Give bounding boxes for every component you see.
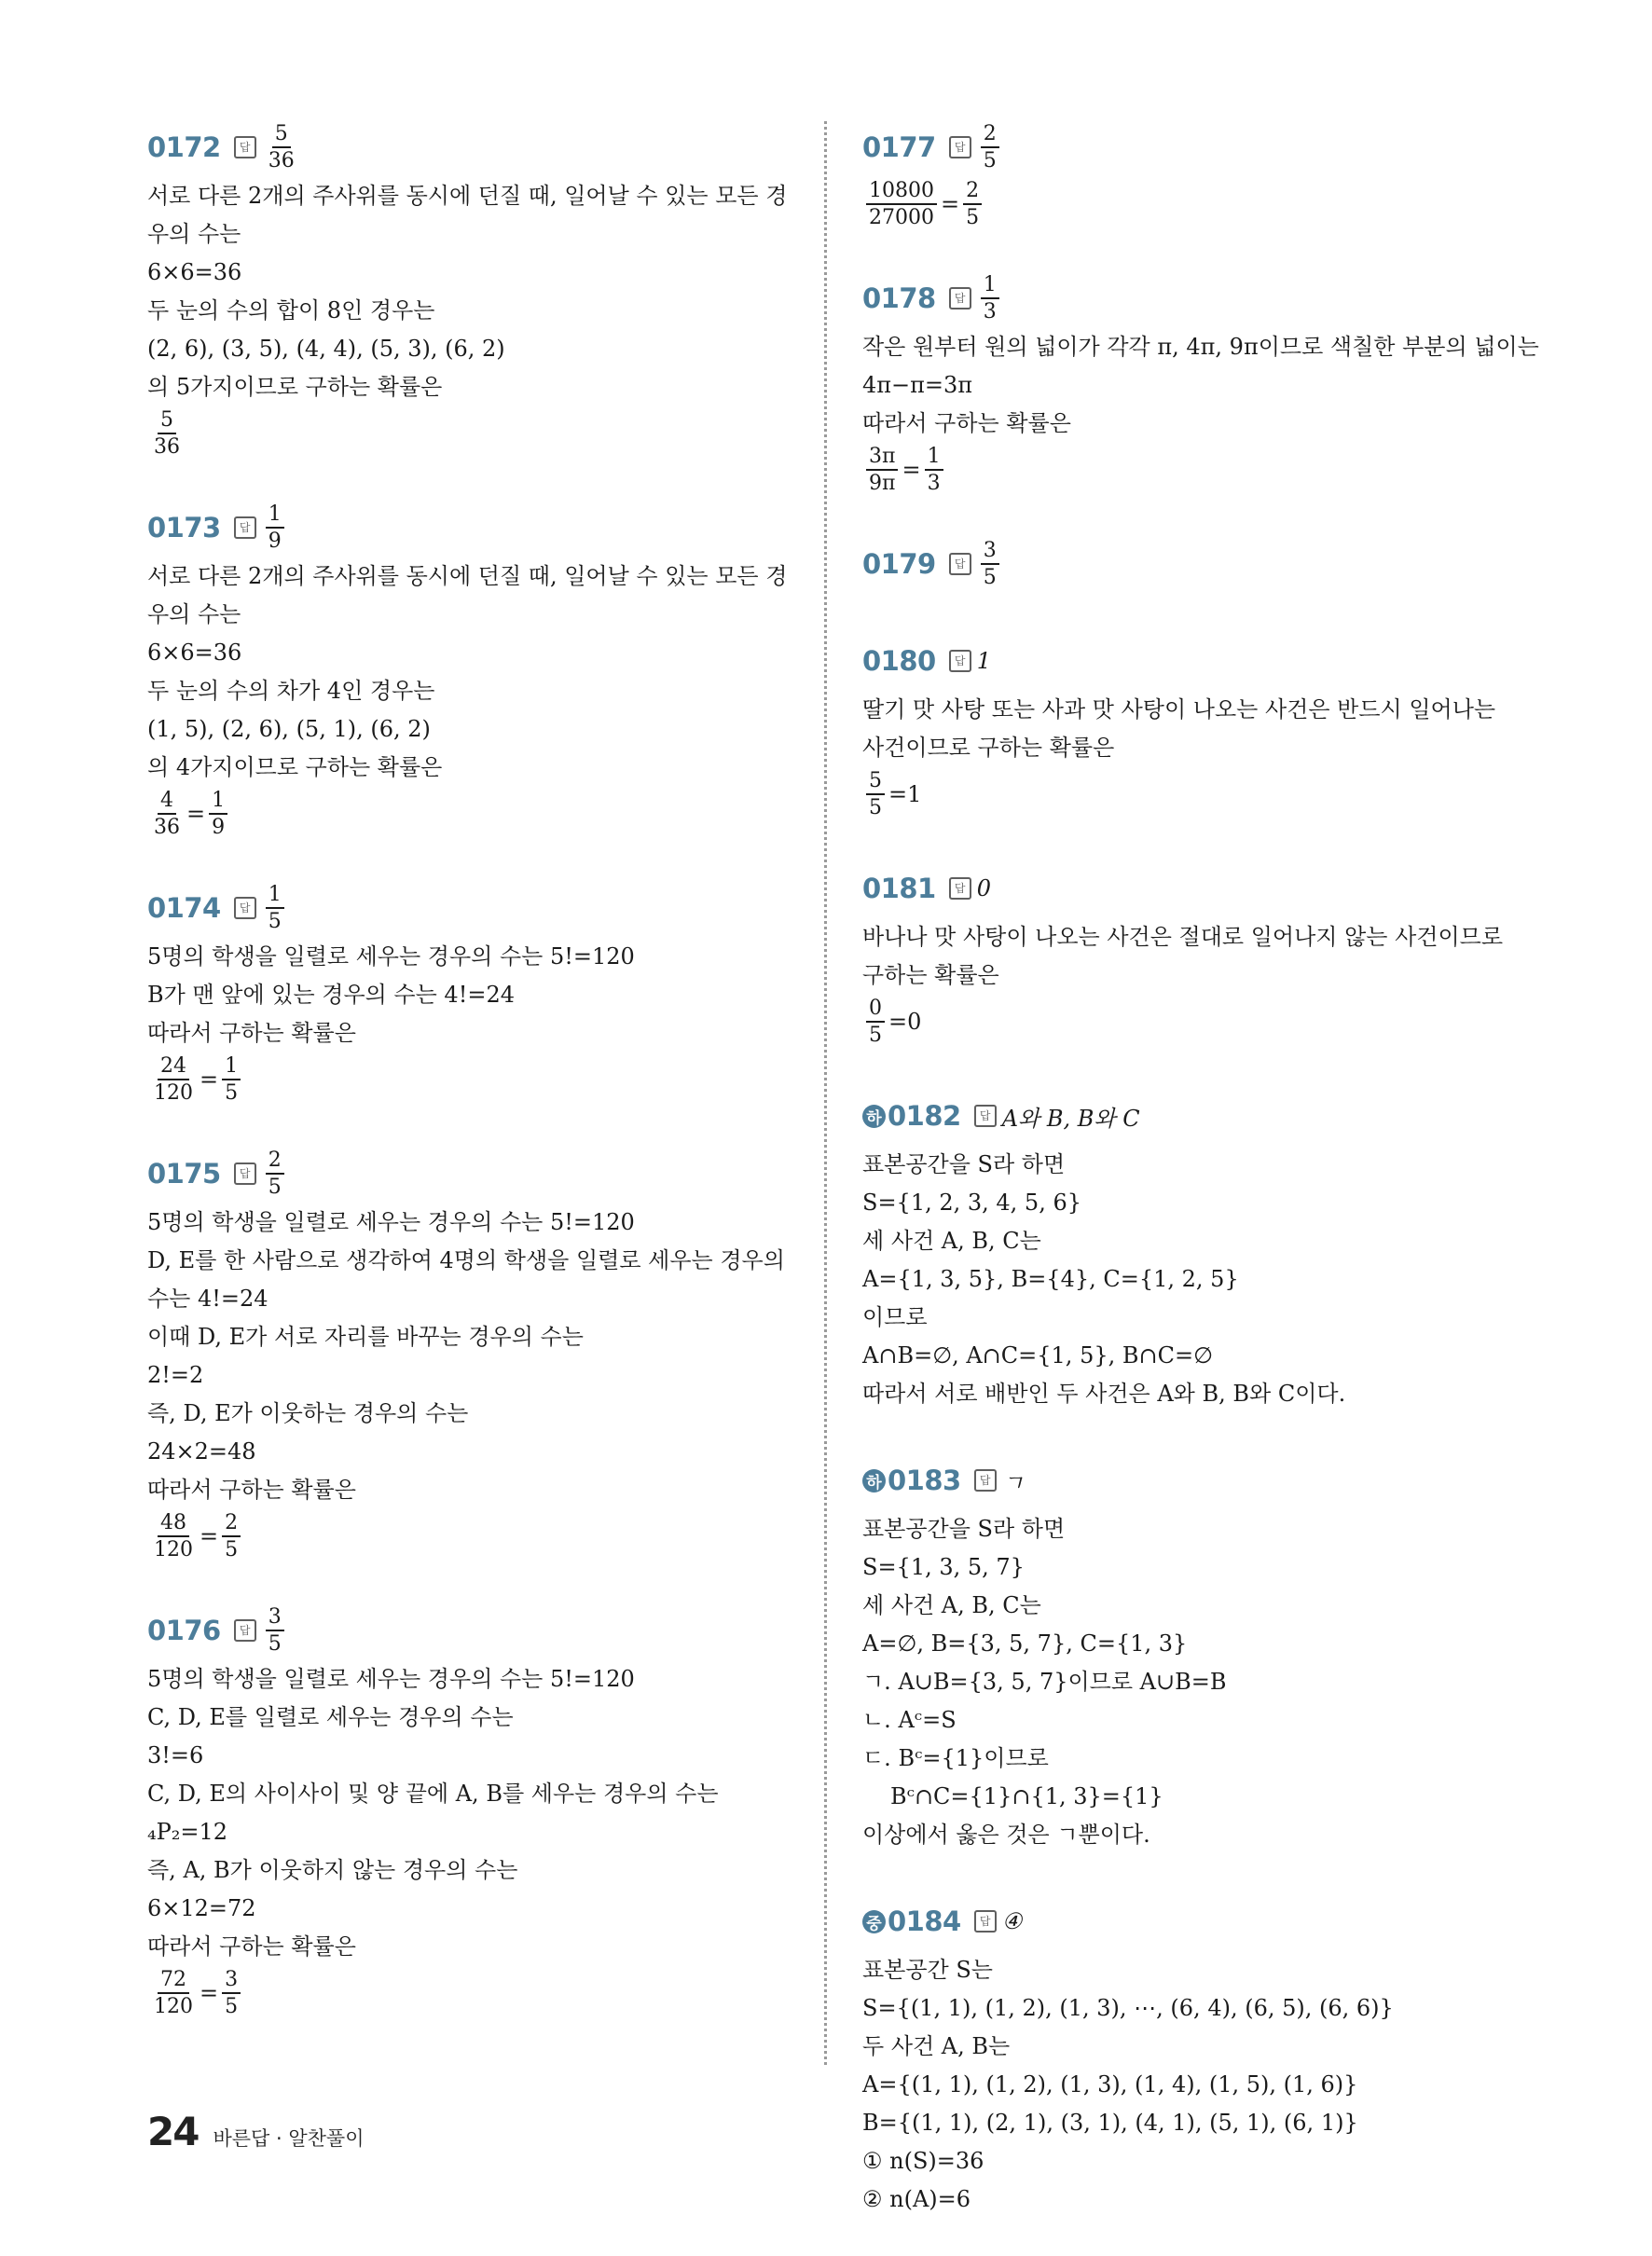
problem-header [862,117,1515,177]
fraction [209,789,227,840]
solution-line: 서로 다른 2개의 주사위를 동시에 던질 때, 일어날 수 있는 모든 경우의 수는 [147,563,788,627]
numerator: 1 [209,789,227,815]
fraction [266,883,284,934]
denominator: 5 [966,206,980,229]
denominator: 5 [225,1081,239,1105]
denominator: 36 [154,816,180,839]
operator: = [200,1980,219,2006]
solution-line: 따라서 서로 배반인 두 사건은 A와 B, B와 C이다. [862,1381,1346,1407]
difficulty-badge: 하 [862,1105,886,1128]
solution-line: 6×12=72 [147,1895,256,1921]
fraction [151,1511,196,1562]
problem-number: 0174 [147,892,221,924]
solution-line: 5명의 학생을 일렬로 세우는 경우의 수는 5!=120 [147,1209,635,1235]
operator: =0 [888,1009,922,1035]
solution-line: ₄P₂=12 [147,1819,228,1845]
problem-number: 0178 [862,282,936,314]
denominator: 9 [268,530,282,553]
solution-line: 서로 다른 2개의 주사위를 동시에 던질 때, 일어날 수 있는 모든 경우의 수는 [147,183,788,247]
denominator: 36 [268,149,295,172]
solution-line: 24×2=48 [147,1438,256,1465]
fraction-line [147,1509,800,1563]
solution-line: 4π−π=3π [862,372,973,398]
problem-block [147,1601,800,2020]
solution-line: 딸기 맛 사탕 또는 사과 맛 사탕이 나오는 사건은 반드시 일어나는 사건이므로 구하는 확률은 [862,696,1496,761]
solution-line: B가 맨 앞에 있는 경우의 수는 4!=24 [147,982,515,1008]
answer-value: 1 [976,648,991,674]
numerator: 2 [266,1149,284,1175]
problem-number: 0180 [862,645,936,677]
numerator: 48 [158,1511,189,1537]
solution-line: 구하는 확률은 [862,962,999,988]
denominator: 120 [154,1538,193,1561]
denominator: 3 [983,300,997,323]
solution-line: 따라서 구하는 확률은 [147,1020,356,1046]
solution-line: 두 사건 A, B는 [862,2033,1011,2059]
problem-number: 0175 [147,1158,221,1190]
operator: = [200,1066,219,1093]
fraction [266,1605,284,1657]
solution-line: 두 눈의 수의 합이 8인 경우는 [147,297,435,323]
solution-line: 두 눈의 수의 차가 4인 경우는 [147,678,435,704]
denominator: 36 [154,435,180,459]
problem-number: 0176 [147,1615,221,1646]
answer-box-icon: 답 [234,516,256,539]
solution-line: ㄴ. Aᶜ=S [862,1707,957,1733]
solution-line: 3!=6 [147,1742,204,1768]
fraction [222,1968,241,2019]
fraction [925,445,943,496]
fraction [981,122,999,173]
problem-header [862,1891,1515,1951]
fraction [151,1968,196,2019]
solution-line: 따라서 구하는 확률은 [862,410,1071,436]
fraction [266,502,284,554]
problem-number: 0184 [888,1905,961,1937]
solution-line: 6×6=36 [147,259,242,285]
numerator: 2 [963,179,982,205]
problem-block [862,631,1515,821]
problem-header [862,631,1515,691]
answer-value [262,122,301,173]
numerator: 1 [266,502,284,529]
problem-header [862,268,1515,328]
denominator: 5 [869,796,882,819]
problem-number: 0182 [888,1100,961,1132]
solution-line: ② n(A)=6 [862,2186,971,2212]
numerator: 5 [158,408,176,434]
fraction [151,408,183,460]
denominator: 5 [268,1632,282,1656]
answer-box-icon: 답 [234,1619,256,1642]
answer-value [977,539,1003,590]
numerator: 4 [158,789,176,815]
problem-block [147,498,800,841]
numerator: 1 [222,1054,241,1080]
fraction [866,769,885,820]
denominator: 120 [154,1081,193,1105]
operator: = [902,457,921,483]
operator: = [186,801,206,827]
numerator: 5 [272,122,291,148]
answer-box-icon: 답 [974,1105,997,1127]
problem-header [862,859,1515,918]
solution-line: 의 5가지이므로 구하는 확률은 [147,374,443,400]
solution-line: 따라서 구하는 확률은 [147,1933,356,1960]
fraction [981,539,999,590]
solution-line: 2!=2 [147,1362,204,1388]
answer-box-icon: 답 [234,897,256,919]
answer-value [977,122,1003,173]
problem-block [147,878,800,1107]
problem-block [862,1086,1515,1413]
fraction-line [147,787,800,841]
solution-line: (1, 5), (2, 6), (5, 1), (6, 2) [147,716,431,742]
problem-block [862,1451,1515,1854]
answer-box-icon: 답 [949,877,971,900]
answer-value [262,883,288,934]
solution-line: C, D, E를 일렬로 세우는 경우의 수는 [147,1704,514,1730]
fraction [266,1149,284,1200]
fraction [866,445,898,496]
numerator: 72 [158,1968,189,1994]
fraction [222,1054,241,1106]
answer-value [977,273,1003,324]
denominator: 5 [268,1176,282,1199]
fraction [151,789,183,840]
fraction [963,179,982,230]
solution-line: ① n(S)=36 [862,2148,984,2174]
numerator: 1 [925,445,943,471]
solution-line: 표본공간 S는 [862,1957,993,1983]
numerator: 10800 [866,179,937,205]
fraction [222,1511,241,1562]
problem-header [862,1086,1515,1146]
solution-line: ㄱ. A∪B={3, 5, 7}이므로 A∪B=B [862,1669,1227,1695]
answer-box-icon: 답 [234,1162,256,1185]
fraction-line [147,1052,800,1107]
problem-number: 0179 [862,548,936,580]
fraction [266,122,297,173]
problem-number: 0183 [888,1465,961,1496]
problem-header [147,878,800,938]
solution-line: S={(1, 1), (1, 2), (1, 3), ⋯, (6, 4), (6, 5), (6, 6)} [862,1995,1394,2021]
problem-header [147,1144,800,1204]
left-column [147,117,800,2057]
numerator: 2 [981,122,999,148]
problem-block [862,534,1515,594]
fraction-line [862,995,1515,1049]
problem-header [862,534,1515,594]
numerator: 24 [158,1054,189,1080]
solution-line: A=∅, B={3, 5, 7}, C={1, 3} [862,1630,1188,1657]
operator: =1 [888,781,922,807]
operator: = [200,1523,219,1549]
problem-block [147,117,800,461]
problem-number: 0173 [147,512,221,543]
problem-number: 0172 [147,131,221,163]
fraction [151,1054,196,1106]
solution-line: 따라서 구하는 확률은 [147,1477,356,1503]
fraction-line [862,443,1515,497]
answer-value: ④ [1001,1908,1023,1934]
problem-number: 0181 [862,873,936,904]
answer-value [262,1605,288,1657]
solution-line: 작은 원부터 원의 넓이가 각각 π, 4π, 9π이므로 색칠한 부분의 넓이는 [862,334,1539,360]
fraction [866,179,937,230]
problem-block [862,117,1515,231]
solution-line: 이상에서 옳은 것은 ㄱ뿐이다. [862,1822,1150,1848]
fraction [866,997,885,1048]
denominator: 5 [268,910,282,933]
solution-line: B={(1, 1), (2, 1), (3, 1), (4, 1), (5, 1), (6, 1)} [862,2110,1358,2136]
solution-line: 세 사건 A, B, C는 [862,1228,1041,1254]
problem-header [147,498,800,557]
numerator: 3π [866,445,898,471]
problem-number: 0177 [862,131,936,163]
denominator: 3 [927,472,941,495]
solution-line: C, D, E의 사이사이 및 양 끝에 A, B를 세우는 경우의 수는 [147,1781,719,1807]
denominator: 5 [225,1995,239,2018]
solution-line: 즉, D, E가 이웃하는 경우의 수는 [147,1400,469,1426]
fraction [981,273,999,324]
solution-line: 6×6=36 [147,640,242,666]
fraction-line [862,177,1515,231]
solution-line: S={1, 3, 5, 7} [862,1554,1025,1580]
problem-header [147,117,800,177]
answer-value: ㄱ [1001,1469,1024,1496]
numerator: 5 [866,769,885,795]
answer-value [262,1149,288,1200]
solution-line: 표본공간을 S라 하면 [862,1516,1066,1542]
problem-header [862,1451,1515,1510]
solution-line: ㄷ. Bᶜ={1}이므로 [862,1745,1049,1771]
page-footer [147,2109,364,2154]
numerator: 2 [222,1511,241,1537]
problem-block [862,1891,1515,2219]
difficulty-badge: 중 [862,1910,886,1933]
answer-value: A와 B, B와 C [1001,1105,1140,1132]
numerator: 1 [981,273,999,299]
solution-line: (2, 6), (3, 5), (4, 4), (5, 3), (6, 2) [147,336,505,362]
denominator: 5 [225,1538,239,1561]
solution-line: 즉, A, B가 이웃하지 않는 경우의 수는 [147,1857,518,1883]
numerator: 3 [266,1605,284,1631]
fraction-line [862,767,1515,821]
answer-value: 0 [976,875,991,901]
solution-line: 의 4가지이므로 구하는 확률은 [147,754,443,780]
denominator: 5 [983,566,997,589]
answer-box-icon: 답 [949,136,971,158]
answer-value [262,502,288,554]
solution-line: A={(1, 1), (1, 2), (1, 3), (1, 4), (1, 5), (1, 6)} [862,2071,1358,2098]
denominator: 9 [212,816,226,839]
answer-box-icon: 답 [234,136,256,158]
denominator: 27000 [869,206,934,229]
problem-header [147,1601,800,1660]
solution-line: Bᶜ∩C={1}∩{1, 3}={1} [890,1783,1163,1809]
numerator: 3 [981,539,999,565]
answer-box-icon: 답 [949,287,971,310]
solution-line: 5명의 학생을 일렬로 세우는 경우의 수는 5!=120 [147,1666,635,1692]
numerator: 1 [266,883,284,909]
fraction-line [147,1966,800,2020]
solution-line: D, E를 한 사람으로 생각하여 4명의 학생을 일렬로 세우는 경우의 수는 4!=24 [147,1247,785,1312]
right-column [862,117,1539,2256]
answer-box-icon: 답 [974,1469,997,1492]
fraction-line [147,406,800,461]
solution-line: 바나나 맛 사탕이 나오는 사건은 절대로 일어나지 않는 사건이므로 [862,924,1503,950]
denominator: 120 [154,1995,193,2018]
solution-line: 이므로 [862,1304,928,1330]
solution-line: 5명의 학생을 일렬로 세우는 경우의 수는 5!=120 [147,943,635,970]
denominator: 5 [983,149,997,172]
answer-box-icon: 답 [974,1910,997,1933]
answer-box-icon: 답 [949,553,971,575]
solution-line: A={1, 3, 5}, B={4}, C={1, 2, 5} [862,1266,1239,1292]
solution-line: 이때 D, E가 서로 자리를 바꾸는 경우의 수는 [147,1324,584,1350]
problem-block [862,268,1539,497]
column-divider [824,121,827,2065]
solution-line: 세 사건 A, B, C는 [862,1592,1041,1618]
solution-line: 표본공간을 S라 하면 [862,1151,1066,1177]
problem-block [147,1144,800,1563]
denominator: 9π [869,472,896,495]
problem-block [862,859,1515,1049]
page-number: 24 [147,2109,199,2154]
solution-line: A∩B=∅, A∩C={1, 5}, B∩C=∅ [862,1342,1213,1369]
numerator: 0 [866,997,885,1023]
solution-line: S={1, 2, 3, 4, 5, 6} [862,1190,1081,1216]
denominator: 5 [869,1024,882,1047]
operator: = [941,191,960,217]
book-label: 바른답 · 알찬풀이 [213,2127,365,2150]
numerator: 3 [222,1968,241,1994]
difficulty-badge: 하 [862,1469,886,1493]
answer-box-icon: 답 [949,650,971,672]
